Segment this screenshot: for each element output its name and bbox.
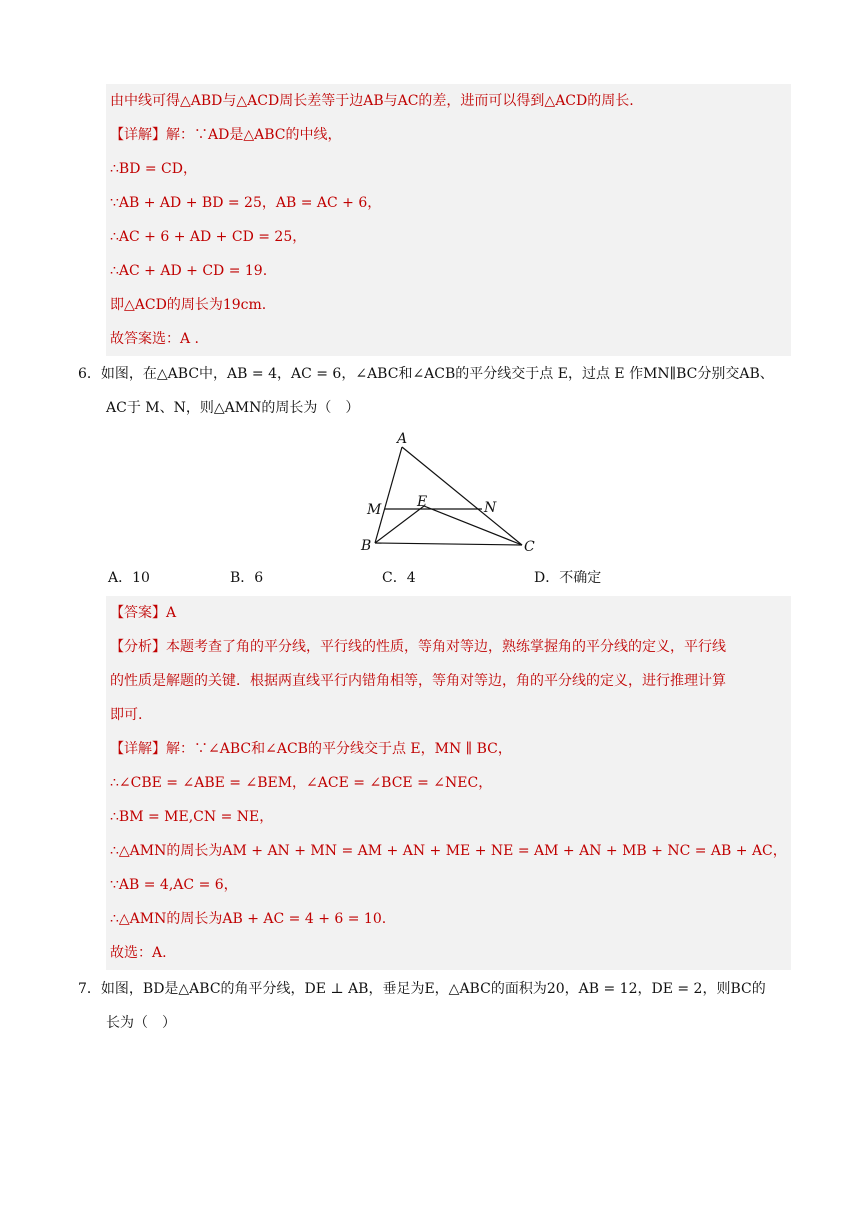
label-b: B bbox=[361, 538, 372, 554]
question-6-text-cont: AC于 M、N，则△AMN的周长为（ ） bbox=[106, 400, 360, 416]
solution-result: ∴△AMN的周长为AB + AC = 4 + 6 = 10. bbox=[110, 911, 387, 927]
question-7-text: 7．如图，BD是△ABC的角平分线，DE ⊥ AB，垂足为E，△ABC的面积为20，AB = 12，DE = 2，则BC的 bbox=[78, 981, 766, 997]
solution-step: ∵AB + AD + BD = 25，AB = AC + 6， bbox=[110, 195, 382, 211]
label-e: E bbox=[417, 494, 428, 510]
solution-header: 【详解】解：∵∠ABC和∠ACB的平分线交于点 E，MN ∥ BC， bbox=[110, 741, 512, 757]
solution-step: ∴AC + AD + CD = 19. bbox=[110, 263, 268, 279]
solution-step: ∴BD = CD， bbox=[110, 161, 197, 177]
analysis-text: 即可. bbox=[110, 707, 143, 723]
analysis-text: 的性质是解题的关键．根据两直线平行内错角相等，等角对等边，角的平分线的定义，进行推理计算 bbox=[110, 673, 726, 689]
question-6-text: 6．如图，在△ABC中，AB = 4，AC = 6，∠ABC和∠ACB的平分线交于点 E，过点 E 作MN∥BC分别交AB、 bbox=[78, 366, 774, 382]
solution-step: ∴AC + 6 + AD + CD = 25， bbox=[110, 229, 307, 245]
solution-step: ∴∠CBE = ∠ABE = ∠BEM，∠ACE = ∠BCE = ∠NEC， bbox=[110, 775, 493, 791]
answer-choice: 故答案选：A . bbox=[110, 331, 200, 347]
option-b: B．6 bbox=[230, 570, 264, 586]
segment-ce bbox=[424, 506, 522, 545]
side-bc bbox=[375, 543, 522, 545]
side-ab bbox=[375, 447, 402, 543]
analysis-text: 【分析】本题考查了角的平分线，平行线的性质，等角对等边，熟练掌握角的平分线的定义，平行线 bbox=[110, 639, 726, 655]
solution-header: 【详解】解：∵AD是△ABC的中线， bbox=[110, 127, 342, 143]
solution-result: 即△ACD的周长为19cm. bbox=[110, 297, 267, 313]
solution-step: ∴△AMN的周长为AM + AN + MN = AM + AN + ME + NE = AM + AN + MB + NC = AB + AC， bbox=[110, 843, 787, 859]
solution-step: ∴BM = ME,CN = NE， bbox=[110, 809, 274, 825]
option-d: D．不确定 bbox=[534, 570, 602, 586]
segment-be bbox=[375, 506, 424, 543]
option-a: A．10 bbox=[108, 570, 150, 586]
answer-line: 【答案】A bbox=[110, 605, 177, 621]
solution-step: ∵AB = 4,AC = 6， bbox=[110, 877, 238, 893]
analysis-text: 由中线可得△ABD与△ACD周长差等于边AB与AC的差，进而可以得到△ACD的周长. bbox=[110, 93, 634, 109]
triangle-figure bbox=[360, 428, 560, 558]
option-c: C．4 bbox=[382, 570, 416, 586]
label-n: N bbox=[484, 500, 497, 516]
question-7-text-cont: 长为（ ） bbox=[106, 1015, 176, 1031]
label-m: M bbox=[367, 502, 382, 518]
label-c: C bbox=[524, 539, 535, 555]
label-a: A bbox=[397, 431, 408, 447]
answer-choice: 故选：A. bbox=[110, 945, 167, 961]
